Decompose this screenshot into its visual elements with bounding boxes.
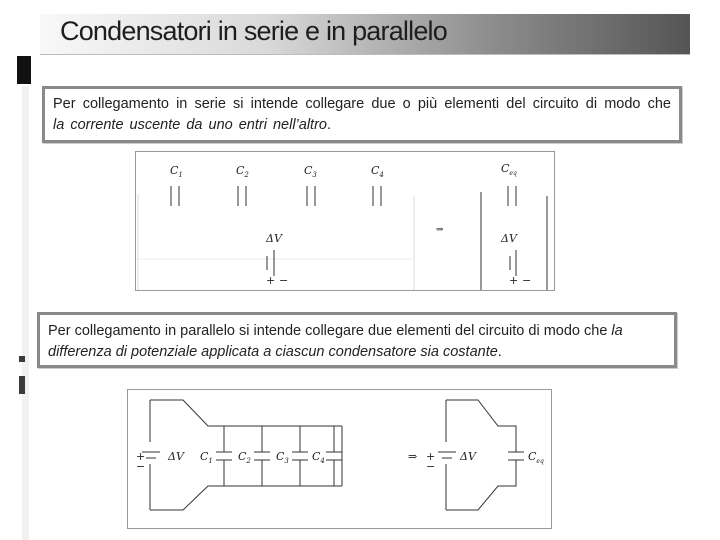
- parallel-eq-minus: −: [426, 460, 436, 473]
- slide-title: Condensatori in serie e in parallelo: [60, 16, 447, 46]
- series-cap-label: $C_4$: [371, 164, 384, 179]
- parallel-circuit-figure: [127, 389, 552, 529]
- parallel-cap-label: $C_4$: [312, 450, 325, 465]
- parallel-cap-label: $C_3$: [276, 450, 289, 465]
- series-arrow: ⇒: [436, 225, 444, 235]
- parallel-eq-voltage-label: ΔV: [460, 450, 476, 463]
- parallel-voltage-label: ΔV: [168, 450, 184, 463]
- left-marker: [19, 356, 25, 362]
- series-cap-label: $C_3$: [304, 164, 317, 179]
- series-circuit-diagram: [136, 152, 554, 290]
- series-text: Per collegamento in serie si intende collegare due o più elementi del circuito di modo che: [53, 96, 671, 112]
- parallel-eq-label: $C_{eq}$: [528, 450, 544, 465]
- parallel-arrow: ⇒: [408, 450, 418, 463]
- parallel-minus: −: [136, 460, 146, 473]
- left-marker: [19, 376, 25, 394]
- series-minus: −: [279, 274, 289, 287]
- series-eq-voltage-label: ΔV: [501, 232, 517, 245]
- parallel-cap-label: $C_1$: [200, 450, 213, 465]
- left-rule: [22, 86, 29, 540]
- parallel-circuit-diagram: [128, 390, 551, 528]
- parallel-text-emphasis: la differenza di potenziale applicata a ciascun condensatore sia costante: [48, 323, 623, 360]
- parallel-text: Per collegamento in parallelo si intende collegare due elementi del circuito di modo che: [48, 323, 612, 339]
- series-cap-label: $C_1$: [170, 164, 183, 179]
- parallel-eq-plus: +: [426, 450, 436, 463]
- series-text-emphasis: la corrente uscente da uno entri nell’altro: [53, 117, 327, 133]
- series-plus: +: [266, 274, 276, 287]
- parallel-cap-label: $C_2$: [238, 450, 251, 465]
- series-circuit-figure: [135, 151, 555, 291]
- series-eq-label: $C_{eq}$: [501, 162, 517, 177]
- series-voltage-label: ΔV: [266, 232, 282, 245]
- parallel-text-end: .: [497, 344, 502, 360]
- parallel-definition: [37, 312, 677, 368]
- accent-block: [17, 56, 31, 84]
- parallel-plus: +: [136, 450, 146, 463]
- series-cap-label: $C_2$: [236, 164, 249, 179]
- series-eq-minus: −: [522, 274, 532, 287]
- series-definition: [42, 86, 682, 143]
- series-text-end: .: [326, 117, 331, 133]
- series-eq-plus: +: [509, 274, 519, 287]
